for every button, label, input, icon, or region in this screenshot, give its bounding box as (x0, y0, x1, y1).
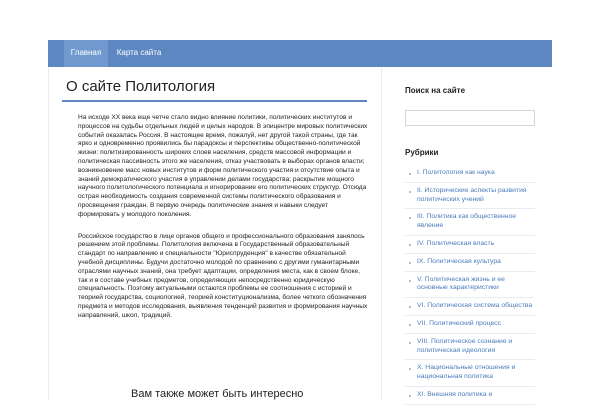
category-link[interactable]: X. Национальные отношения и национальная политика (405, 360, 535, 387)
search-widget-title: Поиск на сайте (405, 86, 466, 95)
bullet-icon (409, 262, 411, 264)
page-title: О сайте Политология (66, 78, 216, 95)
related-posts-heading: Вам также может быть интересно (131, 388, 304, 400)
bullet-icon (409, 368, 411, 370)
bullet-icon (409, 217, 411, 219)
category-link[interactable]: VI. Политическая система общества (405, 298, 535, 316)
article-body (78, 114, 370, 334)
bullet-icon (409, 280, 411, 282)
category-link[interactable]: VII. Политический процесс (405, 316, 535, 334)
nav-item-sitemap[interactable]: Карта сайта (116, 48, 162, 57)
article-paragraph: На исходе XX века еще четче стало видно влияние политики, политических институтов и процессов на судьбы отдельных людей и целых народов. В эпицентре мировых политических событий оказалась Россия. В настоящее время, пожалуй, нет другой такой страны, где так ярко и одновременно проявились бы парадоксы и перспективы общественно-политической жизни: политизированность широких слоев населения, средств массовой информации и политическая пассивность этого же населения, отказ участвовать в выборах органов власти; возникновение масс новых институтов и форм политического участия и отсутствие опыта и знаний демократического участия в управлении делами государства; раскрытие мощного научного политологического потенциала и игнорирование его политических структур. Отсюда острая необходимость создания современной системы политического образования и просвещения граждан. В первую очередь политические знания и навыки следует формировать у молодого поколения. (78, 114, 368, 218)
search-input[interactable] (405, 110, 535, 126)
bullet-icon (409, 395, 411, 397)
category-list (405, 165, 535, 405)
category-link[interactable]: I. Политология как наука (405, 165, 535, 183)
category-link[interactable]: IV. Политическая власть (405, 236, 535, 254)
title-underline (62, 100, 367, 102)
bullet-icon (409, 342, 411, 344)
category-link[interactable]: V. Политическая жизнь и ее основные характеристики (405, 272, 535, 299)
bullet-icon (409, 324, 411, 326)
bullet-icon (409, 173, 411, 175)
category-link[interactable]: VIII. Политическое сознание и политическая идеология (405, 334, 535, 361)
category-link[interactable]: II. Исторические аспекты развития политических учений (405, 183, 535, 210)
category-link[interactable]: XI. Внешняя политика и (405, 387, 535, 405)
bullet-icon (409, 244, 411, 246)
rubrics-widget-title: Рубрики (405, 148, 439, 157)
article-paragraph: Российское государство в лице органов общего и профессионального образования занялось решением этой проблемы. Политология включена в Государственный образовательный стандарт по направлению и специальности "Юриспруденция" в качестве обязательной учебной дисциплины. Будучи достаточно молодой по сравнению с другими гуманитарными отраслями научных знаний, она требует адаптации, определения места, как в своем блоке, так и в составе учебных предметов, определяющих непосредственно юридическую специальность. Поэтому актуальными остаются проблемы ее соотношения с историей и теорией государства, социологией, теорией конституционализма, более четкого обозначения предмета и методов исследования, выявления тенденций развития и формирования научных направлений, школ, традиций. (78, 232, 368, 319)
bullet-icon (409, 306, 411, 308)
nav-item-home[interactable]: Главная (64, 40, 108, 67)
category-link[interactable]: IX. Политическая культура (405, 254, 535, 272)
main-navigation-bar (48, 40, 552, 67)
bullet-icon (409, 191, 411, 193)
category-link[interactable]: III. Политика как общественное явление (405, 209, 535, 236)
